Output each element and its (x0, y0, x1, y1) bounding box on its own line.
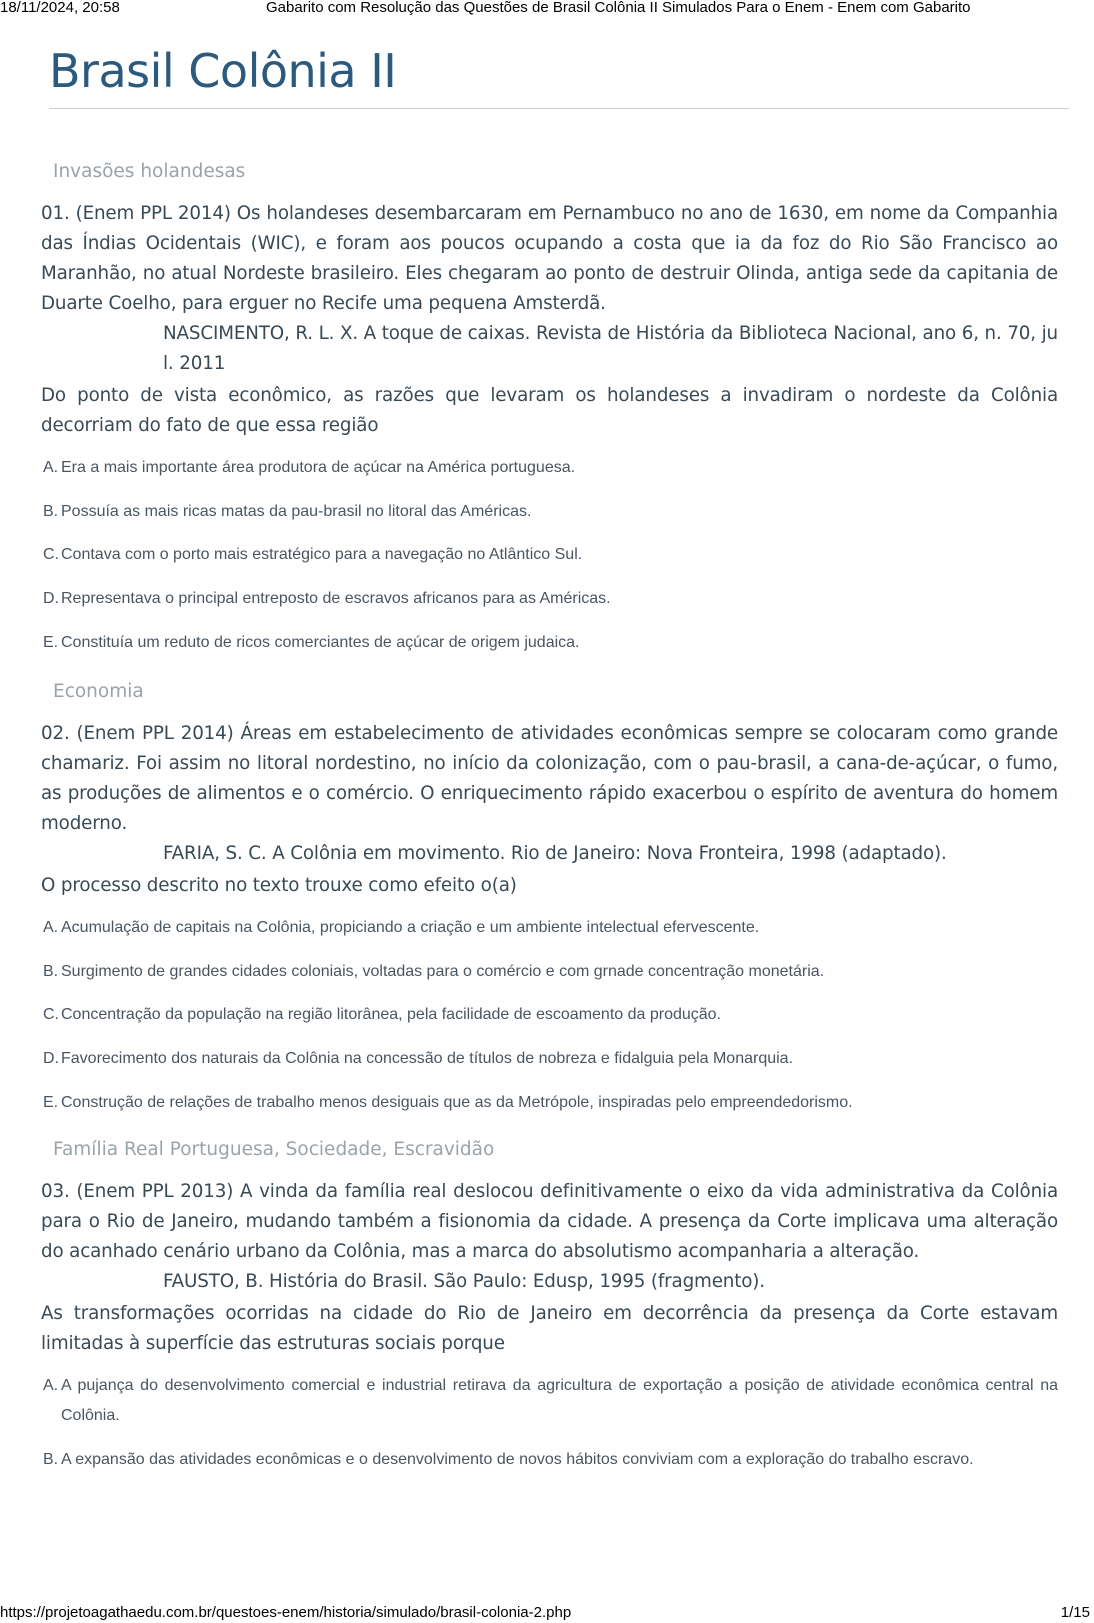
question-text: 01. (Enem PPL 2014) Os holandeses desembarcaram em Pernambuco no ano de 1630, em nome da Companhia das Índias Ocidentais (WIC), e foram aos poucos ocupando a costa que ia da foz do Rio São Francisco ao Maranhão, no atual Nordeste brasileiro. Eles chegaram ao ponto de destruir Olinda, antiga sede da capitania de Duarte Coelho, para erguer no Recife uma pequena Amsterdã. (41, 203, 1058, 314)
option-letter: A. (43, 919, 59, 936)
option-text: Representava o principal entreposto de escravos africanos para as Américas. (61, 590, 611, 607)
question-block (41, 1137, 1058, 1475)
option-text: Favorecimento dos naturais da Colônia na concessão de títulos de nobreza e fidalguia pela Monarquia. (61, 1050, 794, 1067)
option-text: Constituía um reduto de ricos comerciantes de açúcar de origem judaica. (61, 634, 580, 651)
option-letter: D. (43, 1050, 59, 1067)
question-source: FARIA, S. C. A Colônia em movimento. Rio de Janeiro: Nova Fronteira, 1998 (adaptado). (163, 843, 947, 864)
answer-option[interactable] (41, 957, 1058, 987)
answer-options (41, 453, 1058, 658)
print-url: https://projetoagathaedu.com.br/questoes-enem/historia/simulado/brasil-colonia-2.php (0, 1604, 572, 1621)
question-source: FAUSTO, B. História do Brasil. São Paulo: Edusp, 1995 (fragmento). (163, 1271, 765, 1292)
option-letter: B. (43, 1451, 59, 1468)
print-header (0, 0, 1094, 17)
option-text: Acumulação de capitais na Colônia, propiciando a criação e um ambiente intelectual efervescente. (61, 919, 760, 936)
answer-option[interactable] (41, 628, 1058, 658)
answer-options (41, 1371, 1058, 1475)
option-letter: B. (43, 503, 59, 520)
option-text: Possuía as mais ricas matas da pau-brasil no litoral das Américas. (61, 503, 532, 520)
answer-option[interactable] (41, 1371, 1058, 1431)
question-block (41, 679, 1058, 1118)
option-letter: C. (43, 1006, 59, 1023)
question-text: 03. (Enem PPL 2013) A vinda da família real deslocou definitivamente o eixo da vida administrativa da Colônia para o Rio de Janeiro, mudando também a fisionomia da cidade. A presença da Corte implicava uma alteração do acanhado cenário urbano da Colônia, mas a marca do absolutismo acompanharia a alteração. (41, 1181, 1058, 1262)
question-text: 02. (Enem PPL 2014) Áreas em estabelecimento de atividades econômicas sempre se colocaram como grande chamariz. Foi assim no litoral nordestino, no início da colonização, com o pau-brasil, a cana-de-açúcar, o fumo, as produções de alimentos e o comércio. O enriquecimento rápido exacerbou o espírito de aventura do homem moderno. (41, 723, 1058, 834)
print-page-title: Gabarito com Resolução das Questões de Brasil Colônia II Simulados Para o Enem - Enem com Gabarito (266, 0, 971, 16)
question-prompt: As transformações ocorridas na cidade do Rio de Janeiro em decorrência da presença da Corte estavam limitadas à superfície das estruturas sociais porque (41, 1303, 1058, 1354)
question-prompt: O processo descrito no texto trouxe como efeito o(a) (41, 875, 517, 896)
print-datetime: 18/11/2024, 20:58 (0, 0, 120, 16)
option-letter: D. (43, 590, 59, 607)
title-divider (49, 108, 1069, 109)
topic-label: Família Real Portuguesa, Sociedade, Escravidão (53, 1139, 495, 1160)
answer-option[interactable] (41, 497, 1058, 527)
option-letter: A. (43, 459, 59, 476)
answer-option[interactable] (41, 1000, 1058, 1030)
answer-option[interactable] (41, 584, 1058, 614)
answer-option[interactable] (41, 1445, 1058, 1475)
option-text: Contava com o porto mais estratégico para a navegação no Atlântico Sul. (61, 546, 583, 563)
question-source: NASCIMENTO, R. L. X. A toque de caixas. Revista de História da Biblioteca Nacional, ano 6, n. 70, jul. 2011 (163, 323, 1058, 374)
answer-options (41, 913, 1058, 1118)
topic-label: Invasões holandesas (53, 161, 246, 182)
option-letter: E. (43, 1094, 59, 1111)
question-prompt: Do ponto de vista econômico, as razões que levaram os holandeses a invadiram o nordeste da Colônia decorriam do fato de que essa região (41, 385, 1058, 436)
option-text: A expansão das atividades econômicas e o desenvolvimento de novos hábitos conviviam com a exploração do trabalho escravo. (61, 1451, 974, 1468)
option-text: A pujança do desenvolvimento comercial e industrial retirava da agricultura de exportação a posição de atividade econômica central na Colônia. (61, 1377, 1058, 1424)
option-text: Construção de relações de trabalho menos desiguais que as da Metrópole, inspiradas pelo empreendedorismo. (61, 1094, 853, 1111)
answer-option[interactable] (41, 1088, 1058, 1118)
option-letter: A. (43, 1377, 59, 1394)
answer-option[interactable] (41, 540, 1058, 570)
question-block (41, 159, 1058, 658)
print-footer (0, 1604, 1094, 1622)
option-letter: E. (43, 634, 59, 651)
answer-option[interactable] (41, 453, 1058, 483)
page-title: Brasil Colônia II (49, 44, 397, 98)
option-letter: B. (43, 963, 59, 980)
print-page-number: 1/15 (1060, 1604, 1090, 1621)
topic-label: Economia (53, 681, 144, 702)
option-letter: C. (43, 546, 59, 563)
option-text: Era a mais importante área produtora de açúcar na América portuguesa. (61, 459, 576, 476)
answer-option[interactable] (41, 1044, 1058, 1074)
option-text: Surgimento de grandes cidades coloniais, voltadas para o comércio e com grnade concentração monetária. (61, 963, 825, 980)
main-content (41, 40, 1058, 1489)
option-text: Concentração da população na região litorânea, pela facilidade de escoamento da produção. (61, 1006, 722, 1023)
answer-option[interactable] (41, 913, 1058, 943)
